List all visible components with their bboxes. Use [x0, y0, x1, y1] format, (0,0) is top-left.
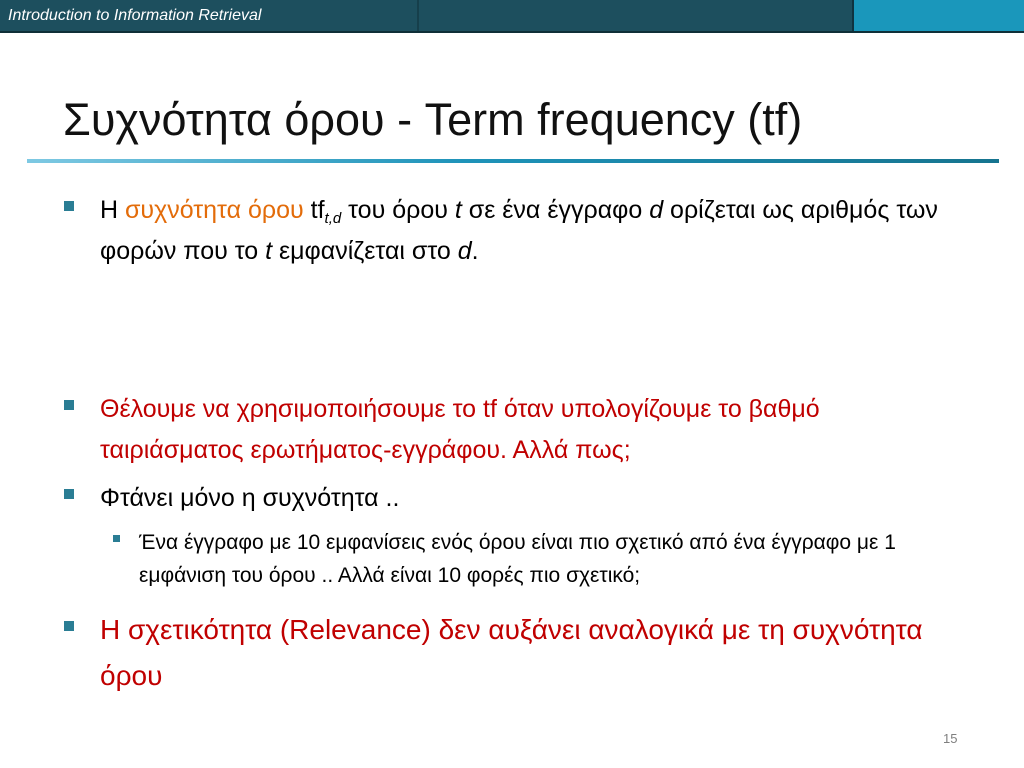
text-run: Η [100, 196, 125, 224]
var-d: d [649, 196, 664, 224]
text-run: εμφανίζεται στο [272, 237, 458, 265]
bullet-text: Φτάνει μόνο η συχνότητα .. [100, 484, 400, 512]
header-band [0, 0, 1024, 33]
bullet-text: Ένα έγγραφο με 10 εμφανίσεις ενός όρου είναι πιο σχετικό από ένα έγγραφο με 1 εμφάνιση του όρου .. Αλλά είναι 10 φορές πιο σχετικό; [139, 531, 896, 587]
bullet-use-tf [64, 389, 964, 471]
page-number: 15 [943, 731, 958, 746]
text-run: του όρου [341, 196, 455, 224]
bullet-frequency-enough [64, 478, 964, 519]
course-title: Introduction to Information Retrieval [8, 7, 262, 24]
tf-symbol: tf [303, 196, 325, 224]
bullet-marker [64, 400, 74, 410]
title-rule [27, 159, 999, 163]
bullet-marker [64, 489, 74, 499]
text-run: . [471, 237, 479, 265]
header-divider [417, 0, 419, 33]
header-underline [0, 31, 1024, 33]
highlight-term: συχνότητα όρου [125, 196, 304, 224]
bullet-relevance [64, 607, 974, 699]
header-accent-block [854, 0, 1024, 33]
tf-subscript: t,d [324, 210, 342, 227]
bullet-marker [113, 535, 120, 542]
text-run: ορίζεται ως αριθμός των φορών που το [100, 196, 938, 265]
bullet-term-frequency-definition [64, 190, 964, 272]
bullet-marker [64, 201, 74, 211]
bullet-text [100, 190, 964, 272]
slide-title: Συχνότητα όρου - Term frequency (tf) [63, 94, 803, 145]
bullet-marker [64, 621, 74, 631]
var-d: d [457, 237, 472, 265]
bullet-text: Θέλουμε να χρησιμοποιήσουμε το tf όταν υπολογίζουμε το βαθμό ταιριάσματος ερωτήματος-εγγράφου. Αλλά πως; [100, 395, 820, 464]
text-run: σε ένα έγγραφο [461, 196, 650, 224]
subbullet-document-example [113, 526, 953, 592]
bullet-text: Η σχετικότητα (Relevance) δεν αυξάνει αναλογικά με τη συχνότητα όρου [100, 614, 923, 691]
var-t: t [265, 237, 273, 265]
var-t: t [454, 196, 462, 224]
